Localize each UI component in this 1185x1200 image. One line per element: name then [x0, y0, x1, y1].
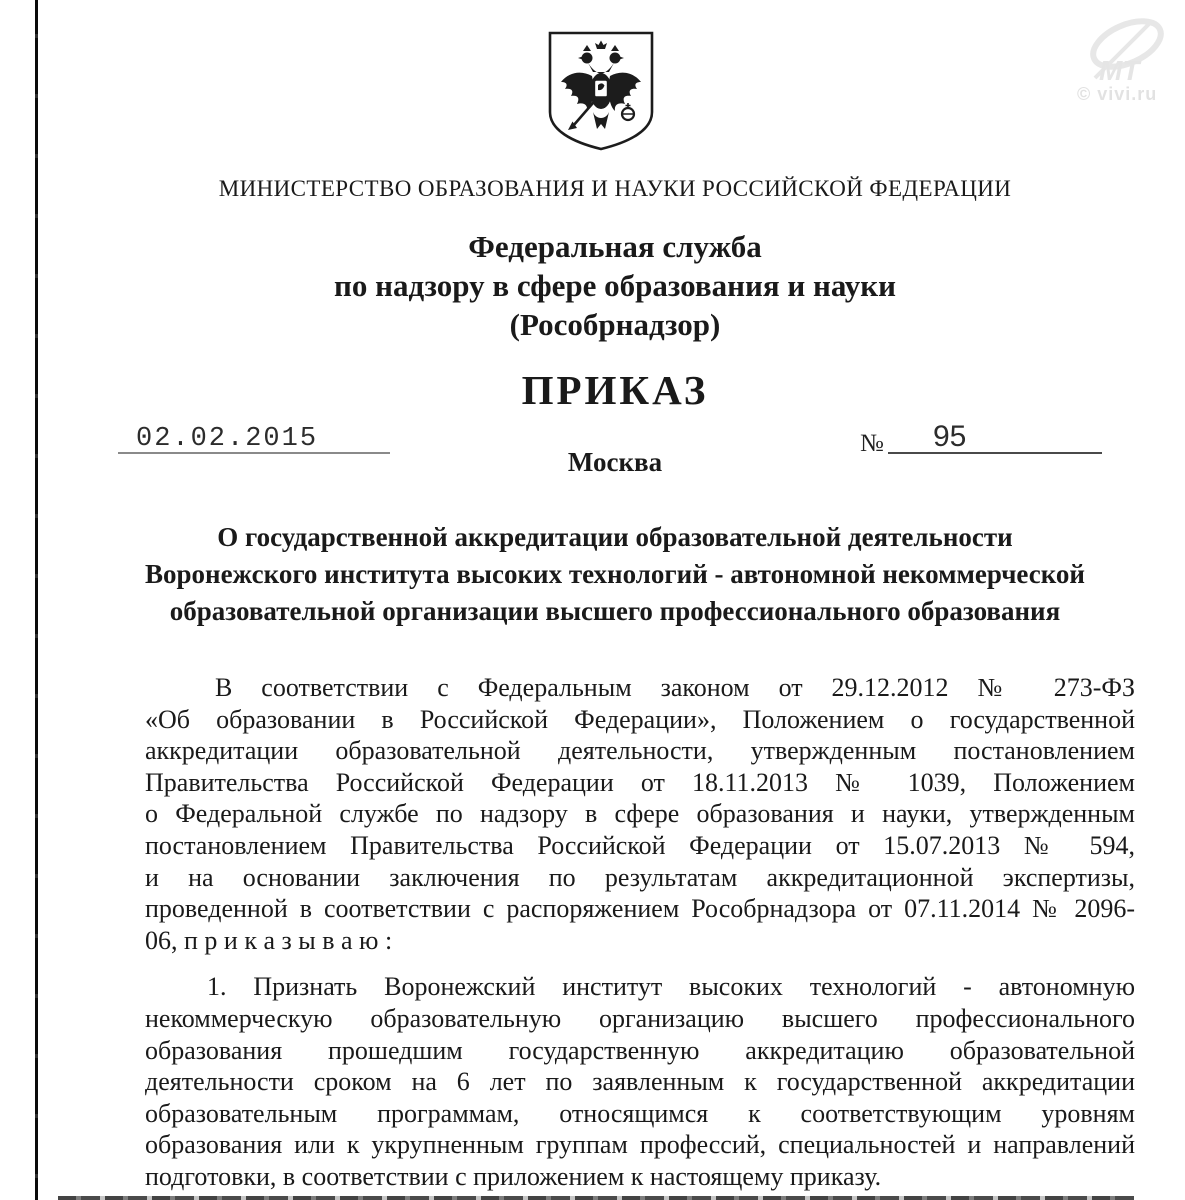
body-line: образовательным программам, относящимся к соответствующим уровням [145, 1098, 1135, 1128]
body-line: о Федеральной службе по надзору в сфере образования и науки, утвержденным [145, 799, 1135, 829]
order-subject-line3: образовательной организации высшего профессионального образования [169, 596, 1061, 626]
document-type-heading: ПРИКАЗ [521, 367, 709, 413]
paragraph-item-1 [145, 971, 1135, 1192]
body-line: постановлением Правительства Российской Федерации от 15.07.2013 № 594, [145, 830, 1135, 860]
body-line: аккредитации образовательной деятельности, утвержденным постановлением [145, 736, 1135, 766]
order-number-field [888, 420, 1102, 454]
number-sign: № [860, 430, 884, 457]
order-date: 02.02.2015 [136, 424, 319, 454]
service-name-line1: Федеральная служба [468, 229, 762, 264]
order-subject [45, 519, 1185, 630]
coat-of-arms-icon [543, 28, 659, 155]
order-date-field [118, 424, 390, 454]
watermark-logo-icon [1075, 18, 1183, 84]
watermark-credit: © vivi.ru [1077, 84, 1158, 104]
service-name-line3: (Рособрнадзор) [509, 307, 721, 342]
body-line: и на основании заключения по результатам аккредитационной экспертизы, [145, 862, 1135, 892]
order-subject-line2: Воронежского института высоких технологий - автономной некоммерческой [144, 559, 1085, 589]
ministry-name: МИНИСТЕРСТВО ОБРАЗОВАНИЯ И НАУКИ РОССИЙСКОЙ ФЕДЕРАЦИИ [218, 176, 1012, 201]
body-line: образования прошедшим государственную аккредитацию образовательной [145, 1035, 1135, 1065]
svg-text:МТ: МТ [1099, 55, 1140, 84]
body-line: проведенной в соответствии с распоряжением Рособрнадзора от 07.11.2014 № 2096- [145, 894, 1135, 924]
order-number: 95 [933, 420, 967, 453]
paragraph-preamble [145, 672, 1135, 956]
body-line: некоммерческую образовательную организацию высшего профессионального [145, 1003, 1135, 1033]
body-line: «Об образовании в Российской Федерации», Положением о государственной [145, 704, 1135, 734]
city-name: Москва [567, 447, 663, 477]
watermark [1075, 18, 1183, 110]
body-line: В соответствии с Федеральным законом от 29.12.2012 № 273-ФЗ [215, 673, 1135, 702]
order-subject-line1: О государственной аккредитации образовательной деятельности [217, 522, 1013, 552]
body-line: 1. Признать Воронежский институт высоких технологий - автономную [207, 972, 1135, 1002]
scan-edge-line [35, 0, 38, 1200]
order-body [145, 672, 1135, 1193]
service-name-line2: по надзору в сфере образования и науки [333, 268, 897, 303]
cut-text-sliver [58, 1196, 1134, 1200]
body-line: подготовки, в соответствии с приложением к настоящему приказу. [145, 1161, 882, 1191]
body-line: образования или к укрупненным группам профессий, специальностей и направлений [145, 1130, 1135, 1160]
body-line: 06, п р и к а з ы в а ю : [145, 925, 393, 955]
body-line: деятельности сроком на 6 лет по заявленным к государственной аккредитации [145, 1067, 1135, 1097]
body-line: Правительства Российской Федерации от 18.11.2013 № 1039, Положением [145, 767, 1135, 797]
service-name [45, 227, 1185, 344]
